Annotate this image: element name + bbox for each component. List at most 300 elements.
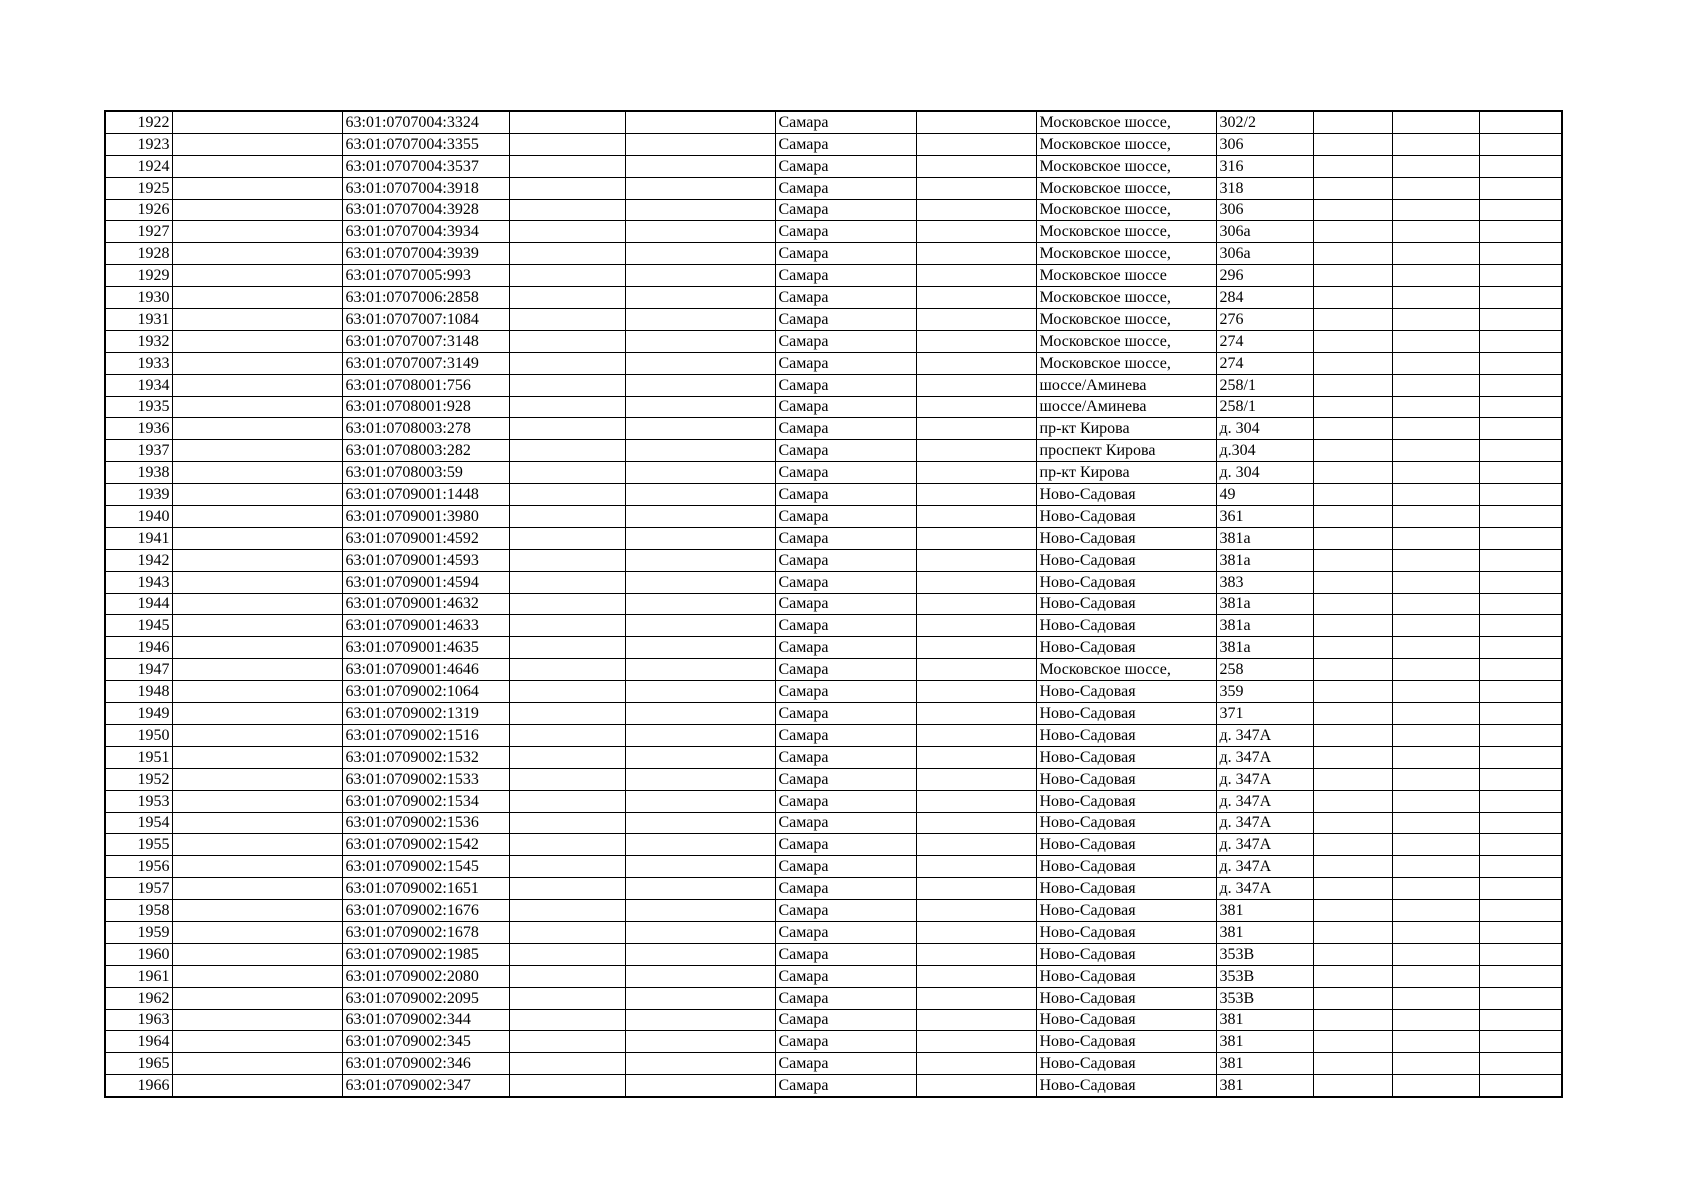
cadastral-number-cell: 63:01:0707007:3148 bbox=[342, 330, 509, 352]
empty-cell bbox=[1392, 199, 1479, 221]
empty-cell bbox=[509, 243, 625, 265]
table-row bbox=[105, 790, 1562, 812]
house-number-cell: д. 304 bbox=[1216, 462, 1313, 484]
city-cell: Самара bbox=[775, 1053, 916, 1075]
row-number-cell: 1962 bbox=[105, 987, 172, 1009]
cadastral-number-cell: 63:01:0709002:1542 bbox=[342, 834, 509, 856]
empty-cell bbox=[625, 177, 775, 199]
cadastral-number-cell: 63:01:0707006:2858 bbox=[342, 287, 509, 309]
table-row bbox=[105, 221, 1562, 243]
street-cell: Ново-Садовая bbox=[1036, 812, 1216, 834]
row-number-cell: 1950 bbox=[105, 724, 172, 746]
empty-cell bbox=[1313, 462, 1392, 484]
empty-cell bbox=[1313, 812, 1392, 834]
empty-cell bbox=[916, 878, 1036, 900]
empty-cell bbox=[1479, 1009, 1562, 1031]
empty-cell bbox=[1313, 287, 1392, 309]
empty-cell bbox=[509, 1031, 625, 1053]
table-row bbox=[105, 352, 1562, 374]
table-row bbox=[105, 440, 1562, 462]
empty-cell bbox=[1392, 571, 1479, 593]
empty-cell bbox=[172, 440, 342, 462]
row-number-cell: 1958 bbox=[105, 900, 172, 922]
table-row bbox=[105, 834, 1562, 856]
table-row bbox=[105, 943, 1562, 965]
city-cell: Самара bbox=[775, 352, 916, 374]
street-cell: пр-кт Кирова bbox=[1036, 418, 1216, 440]
empty-cell bbox=[625, 834, 775, 856]
empty-cell bbox=[1313, 484, 1392, 506]
empty-cell bbox=[509, 637, 625, 659]
city-cell: Самара bbox=[775, 221, 916, 243]
cadastral-number-cell: 63:01:0709002:344 bbox=[342, 1009, 509, 1031]
empty-cell bbox=[509, 681, 625, 703]
empty-cell bbox=[172, 768, 342, 790]
empty-cell bbox=[625, 330, 775, 352]
empty-cell bbox=[1479, 111, 1562, 133]
house-number-cell: 361 bbox=[1216, 506, 1313, 528]
empty-cell bbox=[1392, 549, 1479, 571]
cadastral-number-cell: 63:01:0709001:4592 bbox=[342, 527, 509, 549]
empty-cell bbox=[1313, 527, 1392, 549]
cadastral-number-cell: 63:01:0709002:1534 bbox=[342, 790, 509, 812]
house-number-cell: 353В bbox=[1216, 987, 1313, 1009]
empty-cell bbox=[1392, 724, 1479, 746]
house-number-cell: 381а bbox=[1216, 593, 1313, 615]
street-cell: Московское шоссе, bbox=[1036, 352, 1216, 374]
table-row bbox=[105, 856, 1562, 878]
cadastral-number-cell: 63:01:0709002:1532 bbox=[342, 746, 509, 768]
empty-cell bbox=[172, 943, 342, 965]
table-row bbox=[105, 155, 1562, 177]
empty-cell bbox=[1479, 724, 1562, 746]
street-cell: проспект Кирова bbox=[1036, 440, 1216, 462]
row-number-cell: 1942 bbox=[105, 549, 172, 571]
empty-cell bbox=[916, 287, 1036, 309]
city-cell: Самара bbox=[775, 943, 916, 965]
empty-cell bbox=[1479, 549, 1562, 571]
empty-cell bbox=[916, 1075, 1036, 1097]
empty-cell bbox=[625, 790, 775, 812]
empty-cell bbox=[1479, 1031, 1562, 1053]
empty-cell bbox=[1392, 287, 1479, 309]
empty-cell bbox=[172, 659, 342, 681]
empty-cell bbox=[625, 921, 775, 943]
empty-cell bbox=[1392, 812, 1479, 834]
table-row bbox=[105, 177, 1562, 199]
cadastral-number-cell: 63:01:0708003:59 bbox=[342, 462, 509, 484]
street-cell: Ново-Садовая bbox=[1036, 921, 1216, 943]
empty-cell bbox=[1479, 1075, 1562, 1097]
house-number-cell: 381 bbox=[1216, 900, 1313, 922]
street-cell: Московское шоссе, bbox=[1036, 243, 1216, 265]
empty-cell bbox=[172, 921, 342, 943]
empty-cell bbox=[625, 462, 775, 484]
table-row bbox=[105, 571, 1562, 593]
empty-cell bbox=[172, 856, 342, 878]
empty-cell bbox=[1479, 703, 1562, 725]
house-number-cell: д. 347А bbox=[1216, 768, 1313, 790]
empty-cell bbox=[625, 593, 775, 615]
row-number-cell: 1922 bbox=[105, 111, 172, 133]
empty-cell bbox=[1313, 418, 1392, 440]
empty-cell bbox=[1479, 287, 1562, 309]
empty-cell bbox=[1392, 921, 1479, 943]
empty-cell bbox=[1479, 812, 1562, 834]
empty-cell bbox=[916, 1031, 1036, 1053]
street-cell: Московское шоссе, bbox=[1036, 287, 1216, 309]
empty-cell bbox=[509, 396, 625, 418]
empty-cell bbox=[509, 309, 625, 331]
table-row bbox=[105, 1031, 1562, 1053]
table-row bbox=[105, 133, 1562, 155]
empty-cell bbox=[1313, 265, 1392, 287]
empty-cell bbox=[625, 571, 775, 593]
house-number-cell: 306а bbox=[1216, 243, 1313, 265]
empty-cell bbox=[172, 703, 342, 725]
street-cell: Ново-Садовая bbox=[1036, 1075, 1216, 1097]
empty-cell bbox=[916, 615, 1036, 637]
empty-cell bbox=[509, 900, 625, 922]
empty-cell bbox=[172, 133, 342, 155]
cadastral-number-cell: 63:01:0708001:928 bbox=[342, 396, 509, 418]
cadastral-number-cell: 63:01:0709001:3980 bbox=[342, 506, 509, 528]
empty-cell bbox=[625, 265, 775, 287]
empty-cell bbox=[916, 440, 1036, 462]
row-number-cell: 1939 bbox=[105, 484, 172, 506]
empty-cell bbox=[1479, 659, 1562, 681]
street-cell: Ново-Садовая bbox=[1036, 549, 1216, 571]
empty-cell bbox=[1313, 987, 1392, 1009]
empty-cell bbox=[916, 593, 1036, 615]
empty-cell bbox=[172, 615, 342, 637]
empty-cell bbox=[172, 309, 342, 331]
empty-cell bbox=[509, 615, 625, 637]
empty-cell bbox=[1479, 571, 1562, 593]
empty-cell bbox=[625, 484, 775, 506]
empty-cell bbox=[625, 812, 775, 834]
empty-cell bbox=[1392, 177, 1479, 199]
street-cell: Московское шоссе, bbox=[1036, 330, 1216, 352]
street-cell: Ново-Садовая bbox=[1036, 856, 1216, 878]
empty-cell bbox=[1479, 790, 1562, 812]
house-number-cell: 302/2 bbox=[1216, 111, 1313, 133]
empty-cell bbox=[916, 943, 1036, 965]
empty-cell bbox=[1313, 900, 1392, 922]
empty-cell bbox=[916, 352, 1036, 374]
street-cell: Ново-Садовая bbox=[1036, 703, 1216, 725]
row-number-cell: 1963 bbox=[105, 1009, 172, 1031]
empty-cell bbox=[1479, 681, 1562, 703]
empty-cell bbox=[1392, 1075, 1479, 1097]
row-number-cell: 1924 bbox=[105, 155, 172, 177]
empty-cell bbox=[1392, 1053, 1479, 1075]
empty-cell bbox=[1392, 221, 1479, 243]
empty-cell bbox=[916, 856, 1036, 878]
empty-cell bbox=[1392, 330, 1479, 352]
city-cell: Самара bbox=[775, 527, 916, 549]
cadastral-number-cell: 63:01:0709002:346 bbox=[342, 1053, 509, 1075]
cadastral-number-cell: 63:01:0709001:4632 bbox=[342, 593, 509, 615]
street-cell: Ново-Садовая bbox=[1036, 484, 1216, 506]
empty-cell bbox=[1313, 1053, 1392, 1075]
empty-cell bbox=[1313, 1031, 1392, 1053]
table-row bbox=[105, 987, 1562, 1009]
empty-cell bbox=[916, 309, 1036, 331]
empty-cell bbox=[509, 352, 625, 374]
street-cell: Ново-Садовая bbox=[1036, 768, 1216, 790]
empty-cell bbox=[625, 856, 775, 878]
street-cell: Ново-Садовая bbox=[1036, 506, 1216, 528]
empty-cell bbox=[509, 199, 625, 221]
empty-cell bbox=[509, 506, 625, 528]
row-number-cell: 1927 bbox=[105, 221, 172, 243]
empty-cell bbox=[509, 834, 625, 856]
row-number-cell: 1955 bbox=[105, 834, 172, 856]
empty-cell bbox=[509, 287, 625, 309]
empty-cell bbox=[916, 506, 1036, 528]
row-number-cell: 1945 bbox=[105, 615, 172, 637]
table-row bbox=[105, 199, 1562, 221]
city-cell: Самара bbox=[775, 374, 916, 396]
empty-cell bbox=[172, 724, 342, 746]
empty-cell bbox=[1392, 987, 1479, 1009]
empty-cell bbox=[1392, 309, 1479, 331]
house-number-cell: 274 bbox=[1216, 330, 1313, 352]
empty-cell bbox=[509, 418, 625, 440]
empty-cell bbox=[172, 1053, 342, 1075]
empty-cell bbox=[916, 659, 1036, 681]
row-number-cell: 1952 bbox=[105, 768, 172, 790]
table-row bbox=[105, 593, 1562, 615]
row-number-cell: 1938 bbox=[105, 462, 172, 484]
row-number-cell: 1941 bbox=[105, 527, 172, 549]
empty-cell bbox=[172, 637, 342, 659]
empty-cell bbox=[1479, 221, 1562, 243]
empty-cell bbox=[1313, 571, 1392, 593]
empty-cell bbox=[1392, 396, 1479, 418]
empty-cell bbox=[1392, 790, 1479, 812]
street-cell: Ново-Садовая bbox=[1036, 987, 1216, 1009]
empty-cell bbox=[1392, 834, 1479, 856]
empty-cell bbox=[1392, 440, 1479, 462]
empty-cell bbox=[1392, 155, 1479, 177]
empty-cell bbox=[1392, 878, 1479, 900]
table-row bbox=[105, 812, 1562, 834]
empty-cell bbox=[1392, 703, 1479, 725]
house-number-cell: д. 347А bbox=[1216, 790, 1313, 812]
row-number-cell: 1935 bbox=[105, 396, 172, 418]
empty-cell bbox=[916, 681, 1036, 703]
row-number-cell: 1965 bbox=[105, 1053, 172, 1075]
empty-cell bbox=[625, 549, 775, 571]
empty-cell bbox=[1313, 681, 1392, 703]
empty-cell bbox=[1392, 243, 1479, 265]
empty-cell bbox=[1479, 506, 1562, 528]
house-number-cell: 284 bbox=[1216, 287, 1313, 309]
empty-cell bbox=[625, 199, 775, 221]
empty-cell bbox=[1479, 243, 1562, 265]
empty-cell bbox=[625, 352, 775, 374]
table-row bbox=[105, 462, 1562, 484]
city-cell: Самара bbox=[775, 878, 916, 900]
cadastral-number-cell: 63:01:0708003:282 bbox=[342, 440, 509, 462]
house-number-cell: 258/1 bbox=[1216, 374, 1313, 396]
empty-cell bbox=[1392, 681, 1479, 703]
city-cell: Самара bbox=[775, 1031, 916, 1053]
empty-cell bbox=[509, 724, 625, 746]
street-cell: Московское шоссе, bbox=[1036, 133, 1216, 155]
street-cell: Ново-Садовая bbox=[1036, 681, 1216, 703]
empty-cell bbox=[172, 352, 342, 374]
empty-cell bbox=[1479, 265, 1562, 287]
empty-cell bbox=[916, 177, 1036, 199]
empty-cell bbox=[1313, 221, 1392, 243]
house-number-cell: 276 bbox=[1216, 309, 1313, 331]
empty-cell bbox=[916, 790, 1036, 812]
cadastral-number-cell: 63:01:0709001:4646 bbox=[342, 659, 509, 681]
empty-cell bbox=[625, 637, 775, 659]
empty-cell bbox=[1392, 265, 1479, 287]
row-number-cell: 1931 bbox=[105, 309, 172, 331]
empty-cell bbox=[1479, 943, 1562, 965]
empty-cell bbox=[509, 1009, 625, 1031]
empty-cell bbox=[509, 484, 625, 506]
empty-cell bbox=[625, 111, 775, 133]
table-row bbox=[105, 330, 1562, 352]
empty-cell bbox=[1313, 703, 1392, 725]
city-cell: Самара bbox=[775, 133, 916, 155]
empty-cell bbox=[1479, 768, 1562, 790]
empty-cell bbox=[172, 111, 342, 133]
empty-cell bbox=[625, 1053, 775, 1075]
city-cell: Самара bbox=[775, 440, 916, 462]
empty-cell bbox=[1313, 724, 1392, 746]
city-cell: Самара bbox=[775, 330, 916, 352]
empty-cell bbox=[509, 177, 625, 199]
empty-cell bbox=[1313, 790, 1392, 812]
table-row bbox=[105, 659, 1562, 681]
empty-cell bbox=[625, 724, 775, 746]
register-table bbox=[104, 110, 1563, 1098]
cadastral-number-cell: 63:01:0709002:2095 bbox=[342, 987, 509, 1009]
empty-cell bbox=[1479, 133, 1562, 155]
empty-cell bbox=[1313, 878, 1392, 900]
house-number-cell: 381 bbox=[1216, 1009, 1313, 1031]
street-cell: Московское шоссе, bbox=[1036, 199, 1216, 221]
house-number-cell: 381 bbox=[1216, 921, 1313, 943]
empty-cell bbox=[916, 724, 1036, 746]
empty-cell bbox=[509, 1053, 625, 1075]
table-row bbox=[105, 243, 1562, 265]
empty-cell bbox=[1479, 987, 1562, 1009]
empty-cell bbox=[509, 790, 625, 812]
empty-cell bbox=[172, 484, 342, 506]
house-number-cell: д. 347А bbox=[1216, 856, 1313, 878]
empty-cell bbox=[916, 965, 1036, 987]
empty-cell bbox=[625, 440, 775, 462]
house-number-cell: 274 bbox=[1216, 352, 1313, 374]
empty-cell bbox=[625, 987, 775, 1009]
table-row bbox=[105, 396, 1562, 418]
empty-cell bbox=[1313, 309, 1392, 331]
table-row bbox=[105, 1053, 1562, 1075]
city-cell: Самара bbox=[775, 265, 916, 287]
table-row bbox=[105, 1075, 1562, 1097]
empty-cell bbox=[509, 943, 625, 965]
house-number-cell: д. 347А bbox=[1216, 878, 1313, 900]
table-row bbox=[105, 1009, 1562, 1031]
empty-cell bbox=[916, 243, 1036, 265]
house-number-cell: 318 bbox=[1216, 177, 1313, 199]
house-number-cell: 306а bbox=[1216, 221, 1313, 243]
row-number-cell: 1928 bbox=[105, 243, 172, 265]
row-number-cell: 1954 bbox=[105, 812, 172, 834]
empty-cell bbox=[625, 965, 775, 987]
empty-cell bbox=[1313, 549, 1392, 571]
city-cell: Самара bbox=[775, 571, 916, 593]
cadastral-number-cell: 63:01:0707004:3918 bbox=[342, 177, 509, 199]
empty-cell bbox=[916, 418, 1036, 440]
house-number-cell: 353В bbox=[1216, 965, 1313, 987]
empty-cell bbox=[1479, 199, 1562, 221]
empty-cell bbox=[172, 265, 342, 287]
empty-cell bbox=[1313, 396, 1392, 418]
table-row bbox=[105, 900, 1562, 922]
empty-cell bbox=[509, 374, 625, 396]
empty-cell bbox=[1479, 396, 1562, 418]
house-number-cell: 381а bbox=[1216, 549, 1313, 571]
house-number-cell: д. 347А bbox=[1216, 812, 1313, 834]
cadastral-number-cell: 63:01:0707004:3324 bbox=[342, 111, 509, 133]
row-number-cell: 1926 bbox=[105, 199, 172, 221]
street-cell: Ново-Садовая bbox=[1036, 965, 1216, 987]
table-row bbox=[105, 703, 1562, 725]
empty-cell bbox=[1392, 418, 1479, 440]
empty-cell bbox=[1392, 484, 1479, 506]
row-number-cell: 1933 bbox=[105, 352, 172, 374]
empty-cell bbox=[172, 834, 342, 856]
city-cell: Самара bbox=[775, 155, 916, 177]
house-number-cell: 258/1 bbox=[1216, 396, 1313, 418]
empty-cell bbox=[1313, 506, 1392, 528]
empty-cell bbox=[1479, 177, 1562, 199]
cadastral-number-cell: 63:01:0707005:993 bbox=[342, 265, 509, 287]
empty-cell bbox=[916, 703, 1036, 725]
cadastral-number-cell: 63:01:0709002:1985 bbox=[342, 943, 509, 965]
empty-cell bbox=[172, 965, 342, 987]
empty-cell bbox=[1392, 659, 1479, 681]
empty-cell bbox=[625, 374, 775, 396]
city-cell: Самара bbox=[775, 987, 916, 1009]
empty-cell bbox=[509, 330, 625, 352]
city-cell: Самара bbox=[775, 593, 916, 615]
row-number-cell: 1961 bbox=[105, 965, 172, 987]
empty-cell bbox=[1479, 484, 1562, 506]
table-row bbox=[105, 265, 1562, 287]
city-cell: Самара bbox=[775, 703, 916, 725]
cadastral-number-cell: 63:01:0709001:4594 bbox=[342, 571, 509, 593]
empty-cell bbox=[1313, 856, 1392, 878]
street-cell: Ново-Садовая bbox=[1036, 878, 1216, 900]
empty-cell bbox=[625, 943, 775, 965]
empty-cell bbox=[1479, 352, 1562, 374]
row-number-cell: 1944 bbox=[105, 593, 172, 615]
empty-cell bbox=[1313, 768, 1392, 790]
empty-cell bbox=[172, 878, 342, 900]
empty-cell bbox=[1313, 965, 1392, 987]
empty-cell bbox=[916, 1053, 1036, 1075]
